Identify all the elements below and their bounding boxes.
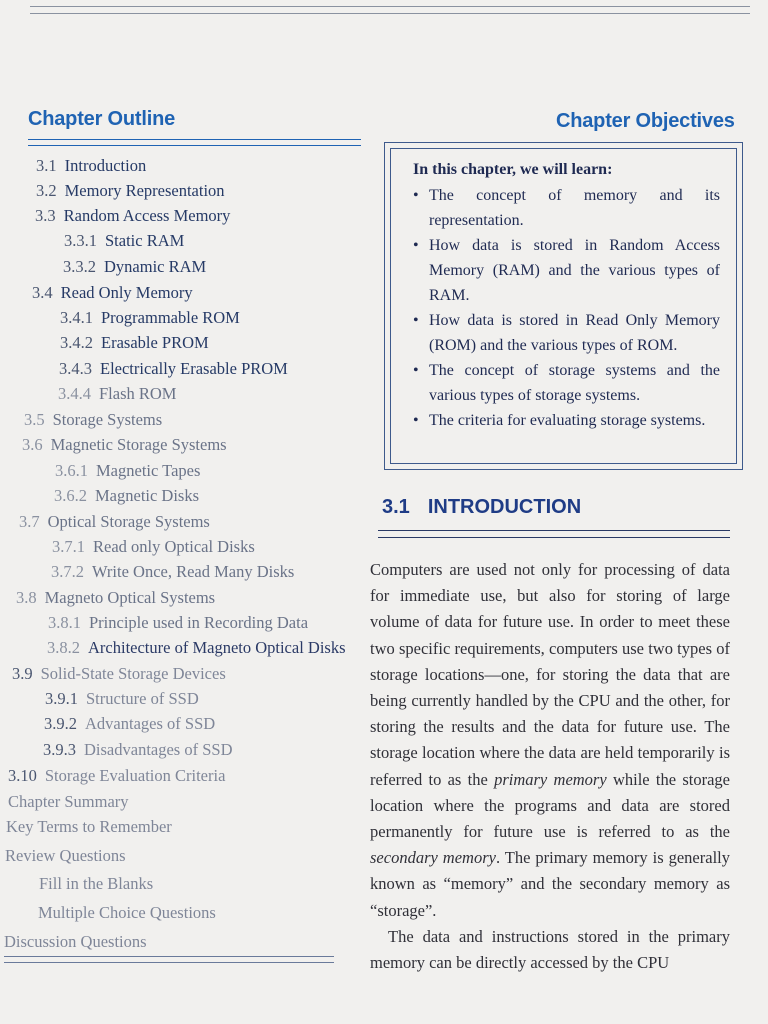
section-rule: [378, 537, 730, 538]
outline-item: [12, 664, 226, 684]
outline-item: [48, 613, 308, 633]
section-title-text: INTRODUCTION: [427, 496, 582, 518]
outline-item-number: 3.7.2: [51, 562, 84, 581]
outline-item-label: Memory Representation: [64, 181, 225, 200]
outline-item: [47, 638, 346, 658]
outline-item-number: 3.9.1: [45, 689, 78, 708]
outline-item-label: Magnetic Tapes: [96, 461, 201, 480]
outline-item-label: Electrically Erasable PROM: [100, 359, 288, 378]
outline-item: [55, 461, 200, 481]
outline-item: [54, 486, 199, 506]
outline-item: [64, 231, 184, 251]
outline-item: [8, 766, 225, 786]
outline-item-label: Review Questions: [5, 846, 126, 865]
bullet-icon: •: [413, 412, 419, 429]
outline-item-label: Key Terms to Remember: [6, 817, 172, 836]
outline-item-number: 3.2: [36, 181, 57, 200]
outline-item-label: Static RAM: [105, 231, 185, 250]
outline-item: [51, 562, 294, 582]
outline-item-number: 3.6: [22, 435, 43, 454]
outline-item-label: Magnetic Storage Systems: [50, 435, 227, 454]
outline-item-number: 3.4.3: [59, 359, 92, 378]
outline-heading: Chapter Outline: [28, 108, 176, 130]
outline-item-label: Disadvantages of SSD: [84, 740, 233, 759]
outline-item-number: 3.8.2: [47, 638, 80, 657]
outline-item-label: Random Access Memory: [63, 206, 231, 225]
outline-item-number: 3.3.2: [63, 257, 96, 276]
outline-item-number: 3.1: [36, 156, 57, 175]
outline-item: [32, 283, 193, 303]
outline-item-number: 3.6.1: [55, 461, 88, 480]
outline-item-number: 3.8.1: [48, 613, 81, 632]
outline-item-label: Fill in the Blanks: [39, 874, 154, 893]
section-title: [382, 496, 581, 519]
outline-item: [63, 257, 206, 277]
outline-bottom-rule: [4, 962, 334, 963]
top-rule: [30, 13, 750, 14]
objective-text: How data is stored in Read Only Memory (ROM) and the various types of ROM.: [429, 312, 720, 354]
section-rule: [378, 530, 730, 531]
outline-item-number: 3.4: [32, 283, 53, 302]
outline-item-label: Erasable PROM: [101, 333, 209, 352]
outline-item-number: 3.4.2: [60, 333, 93, 352]
objective-item: [413, 308, 720, 358]
outline-item: [36, 181, 225, 201]
outline-item: [22, 435, 227, 455]
outline-item-label: Storage Evaluation Criteria: [44, 766, 226, 785]
outline-item: [44, 714, 215, 734]
outline-item: [58, 384, 176, 404]
outline-item-label: Chapter Summary: [8, 792, 129, 811]
outline-item-label: Storage Systems: [52, 410, 163, 429]
outline-item-number: 3.9.2: [44, 714, 77, 733]
outline-heading-rule: [28, 145, 361, 146]
outline-item: [24, 410, 162, 430]
outline-item: [45, 689, 199, 709]
outline-item-number: 3.4.1: [60, 308, 93, 327]
outline-item-label: Advantages of SSD: [85, 714, 216, 733]
objective-item: [413, 358, 720, 408]
outline-item: [5, 846, 126, 866]
outline-item-number: 3.7: [19, 512, 40, 531]
outline-bottom-rule: [4, 956, 334, 957]
objective-text: The concept of memory and its representation.: [429, 187, 720, 229]
outline-item: [52, 537, 255, 557]
section-number: 3.1: [382, 496, 410, 518]
outline-item-label: Introduction: [64, 156, 147, 175]
objectives-list: [413, 183, 720, 433]
outline-heading-rule: [28, 139, 361, 140]
objectives-intro: In this chapter, we will learn:: [413, 161, 613, 178]
paragraph-text: . The primary memory is generally known as “memory” and the secondary memory as “storage”.: [370, 848, 730, 920]
outline-item: [38, 903, 216, 923]
paragraph-text: Computers are used not only for processing of data for immediate use, but also for storing of large volume of data for future use. In order to meet these two specific requirements, computers use two types of storage locations—one, for storing the data that are being currently handled by the CPU and the other, for storing the results and the data for future use. The storage location where the data are held temporarily is referred to as the: [370, 560, 730, 789]
bullet-icon: •: [413, 362, 419, 379]
outline-item: [43, 740, 232, 760]
outline-item-number: 3.6.2: [54, 486, 87, 505]
outline-item-label: Dynamic RAM: [104, 257, 207, 276]
outline-item-number: 3.3.1: [64, 231, 97, 250]
objectives-heading: Chapter Objectives: [556, 110, 735, 132]
outline-item: [16, 588, 215, 608]
outline-item-number: 3.9.3: [43, 740, 76, 759]
bullet-icon: •: [413, 312, 419, 329]
outline-item-label: Discussion Questions: [4, 932, 147, 951]
outline-item-number: 3.5: [24, 410, 45, 429]
outline-item-label: Magneto Optical Systems: [44, 588, 216, 607]
bullet-icon: •: [413, 237, 419, 254]
outline-item: [60, 333, 209, 353]
intro-body: [370, 557, 730, 976]
objective-item: [413, 408, 720, 433]
objective-item: [413, 233, 720, 308]
paragraph-text: while the storage location where the programs and data are stored permanently for future use is referred to as the: [370, 769, 730, 842]
top-rule: [30, 6, 750, 7]
outline-item: [36, 156, 146, 176]
objective-item: [413, 183, 720, 233]
outline-item-label: Read only Optical Disks: [93, 537, 255, 556]
outline-item-number: 3.10: [8, 766, 37, 785]
bullet-icon: •: [413, 187, 419, 204]
objectives-box-inner: [390, 148, 737, 464]
outline-item: [6, 817, 172, 837]
outline-item-label: Programmable ROM: [101, 308, 240, 327]
outline-item-number: 3.7.1: [52, 537, 85, 556]
outline-item: [60, 308, 240, 328]
outline-item-number: 3.3: [35, 206, 56, 225]
outline-item-label: Principle used in Recording Data: [89, 613, 309, 632]
outline-item-label: Flash ROM: [99, 384, 177, 403]
outline-item-label: Architecture of Magneto Optical Disks: [88, 638, 346, 657]
objectives-box: [384, 142, 743, 470]
intro-paragraph-1: [370, 557, 730, 924]
term-secondary-memory: secondary memory: [370, 848, 496, 868]
outline-item-label: Write Once, Read Many Disks: [92, 562, 295, 581]
objective-text: How data is stored in Random Access Memory (RAM) and the various types of RAM.: [429, 237, 720, 304]
outline-item: [35, 206, 230, 226]
outline-item: [4, 932, 147, 952]
outline-item-label: Magnetic Disks: [95, 486, 200, 505]
outline-item-label: Solid-State Storage Devices: [40, 664, 226, 683]
intro-paragraph-2: The data and instructions stored in the primary memory can be directly accessed by the CPU: [370, 926, 730, 973]
outline-item-label: Optical Storage Systems: [47, 512, 210, 531]
objective-text: The concept of storage systems and the various types of storage systems.: [429, 362, 720, 404]
outline-item: [39, 874, 153, 894]
outline-item-label: Read Only Memory: [60, 283, 193, 302]
outline-item-number: 3.4.4: [58, 384, 91, 403]
outline-item: [59, 359, 288, 379]
outline-item-number: 3.9: [12, 664, 33, 683]
outline-item-label: Structure of SSD: [86, 689, 199, 708]
outline-item-label: Multiple Choice Questions: [38, 903, 216, 922]
outline-item-number: 3.8: [16, 588, 37, 607]
objective-text: The criteria for evaluating storage systems.: [429, 412, 706, 429]
term-primary-memory: primary memory: [494, 769, 607, 789]
outline-item: [8, 792, 129, 812]
outline-item: [19, 512, 210, 532]
